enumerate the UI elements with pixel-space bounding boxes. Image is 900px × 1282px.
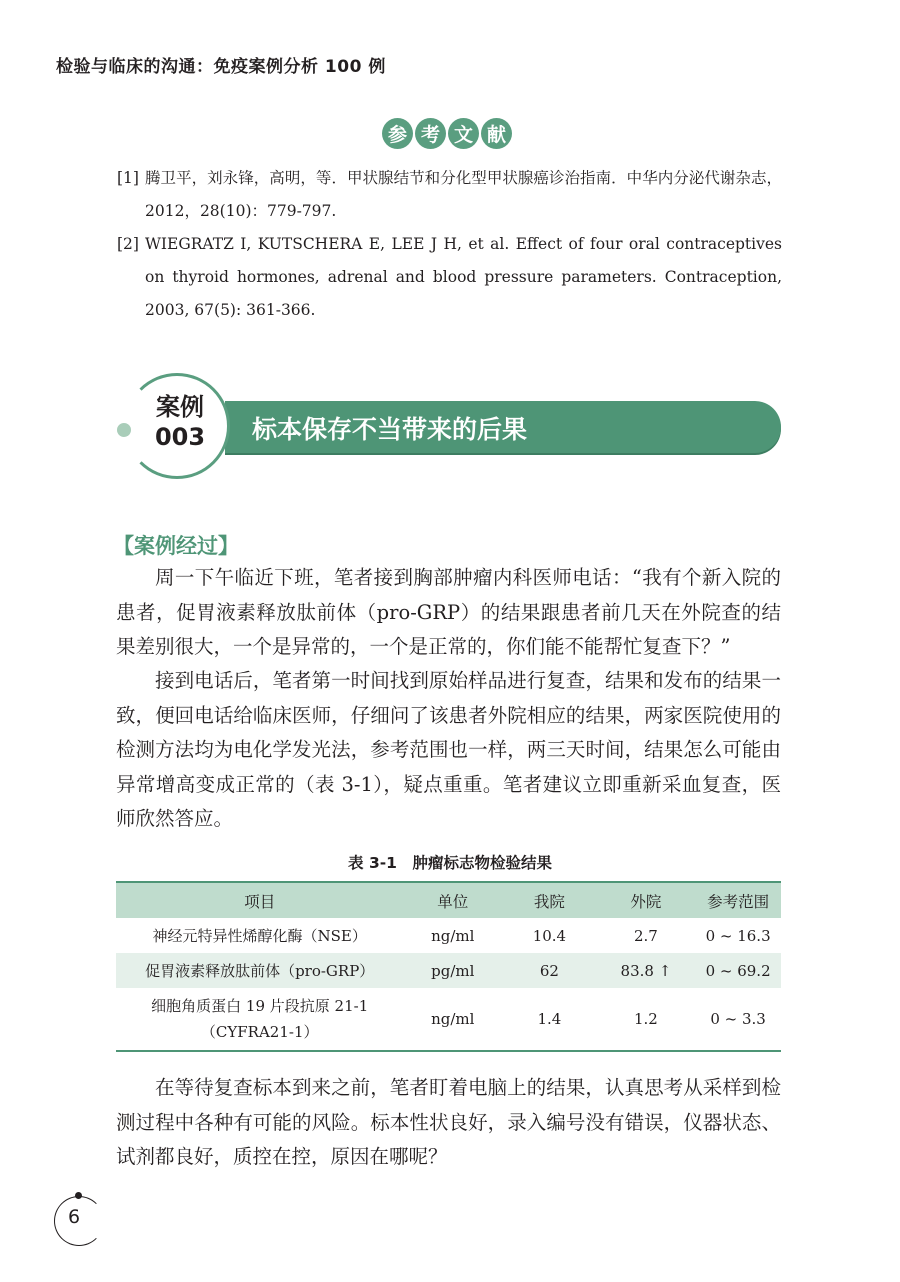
cell-item-line: （CYFRA21-1） (200, 1023, 319, 1041)
case-label-word: 案例 (156, 393, 204, 421)
references-title (382, 118, 514, 154)
reference-item (117, 228, 782, 327)
cell-ref: 0 ~ 69.2 (695, 953, 781, 988)
table-row (116, 918, 781, 953)
case-title: 标本保存不当带来的后果 (252, 415, 528, 444)
cell-ref: 0 ~ 16.3 (705, 926, 771, 945)
table-caption: 表 3-1 肿瘤标志物检验结果 (348, 854, 552, 872)
reference-text: WIEGRATZ I, KUTSCHERA E, LEE J H, et al. Effect of four oral contraceptives on thyroid hormones, adrenal and blood pressure parameters. Contraception, 2003, 67(5): 361-366. (145, 235, 782, 319)
cell-item (116, 988, 403, 1051)
header-ours: 我院 (502, 882, 597, 918)
case-badge-dot (117, 423, 131, 437)
header-outside: 外院 (597, 882, 695, 918)
body-paragraph: 接到电话后，笔者第一时间找到原始样品进行复查，结果和发布的结果一致，便回电话给临床医师，仔细问了该患者外院相应的结果，两家医院使用的检测方法均为电化学发光法，参考范围也一样，两三天时间，结果怎么可能由异常增高变成正常的（表 3-1），疑点重重。笔者建议立即重新采血复查，医师欣然答应。 (116, 669, 781, 830)
reference-text: 腾卫平，刘永锋，高明，等．甲状腺结节和分化型甲状腺癌诊治指南．中华内分泌代谢杂志，2012，28(10)：779-797. (145, 169, 782, 220)
references-title-char: 参 (382, 118, 413, 149)
cell-outside: 2.7 (634, 926, 658, 945)
body-paragraph: 在等待复查标本到来之前，笔者盯着电脑上的结果，认真思考从采样到检测过程中各种有可能的风险。标本性状良好，录入编号没有错误，仪器状态、试剂都良好，质控在控，原因在哪呢？ (116, 1076, 781, 1168)
reference-item (117, 162, 782, 228)
cell-unit: ng/ml (431, 926, 475, 945)
results-table (116, 881, 781, 1052)
header-ref: 参考范围 (695, 882, 781, 918)
cell-item: 神经元特异性烯醇化酶（NSE） (152, 927, 367, 945)
references-title-char: 献 (481, 118, 512, 149)
table-header-row (116, 882, 781, 918)
cell-ref: 0 ~ 3.3 (695, 988, 781, 1051)
cell-item-line: 细胞角质蛋白 19 片段抗原 21-1 (151, 997, 369, 1015)
reference-list (117, 162, 782, 327)
cell-item: 促胃液素释放肽前体（pro-GRP） (116, 953, 403, 988)
reference-number: [1] (117, 169, 139, 187)
cell-outside: 1.2 (597, 988, 695, 1051)
case-number-label (140, 392, 220, 452)
table-row (116, 988, 781, 1051)
cell-unit: pg/ml (403, 953, 502, 988)
references-title-char: 考 (415, 118, 446, 149)
case-label-number: 003 (154, 423, 206, 451)
body-paragraph: 周一下午临近下班，笔者接到胸部肿瘤内科医师电话：“我有个新入院的患者，促胃液素释放肽前体（pro-GRP）的结果跟患者前几天在外院查的结果差别很大，一个是异常的，一个是正常的，你们能不能帮忙复查下？” (116, 566, 781, 658)
page-number: 6 (67, 1206, 81, 1228)
references-title-char: 文 (448, 118, 479, 149)
table-row (116, 953, 781, 988)
running-head: 检验与临床的沟通：免疫案例分析 100 例 (56, 57, 386, 77)
cell-ours: 62 (502, 953, 597, 988)
cell-ours: 10.4 (532, 926, 567, 945)
reference-number: [2] (117, 235, 139, 253)
cell-outside: 83.8 ↑ (597, 953, 695, 988)
header-unit: 单位 (403, 882, 502, 918)
section-heading: 【案例经过】 (113, 534, 239, 558)
header-item: 项目 (116, 882, 403, 918)
cell-ours: 1.4 (502, 988, 597, 1051)
cell-unit: ng/ml (403, 988, 502, 1051)
page-number-dot (75, 1192, 82, 1199)
